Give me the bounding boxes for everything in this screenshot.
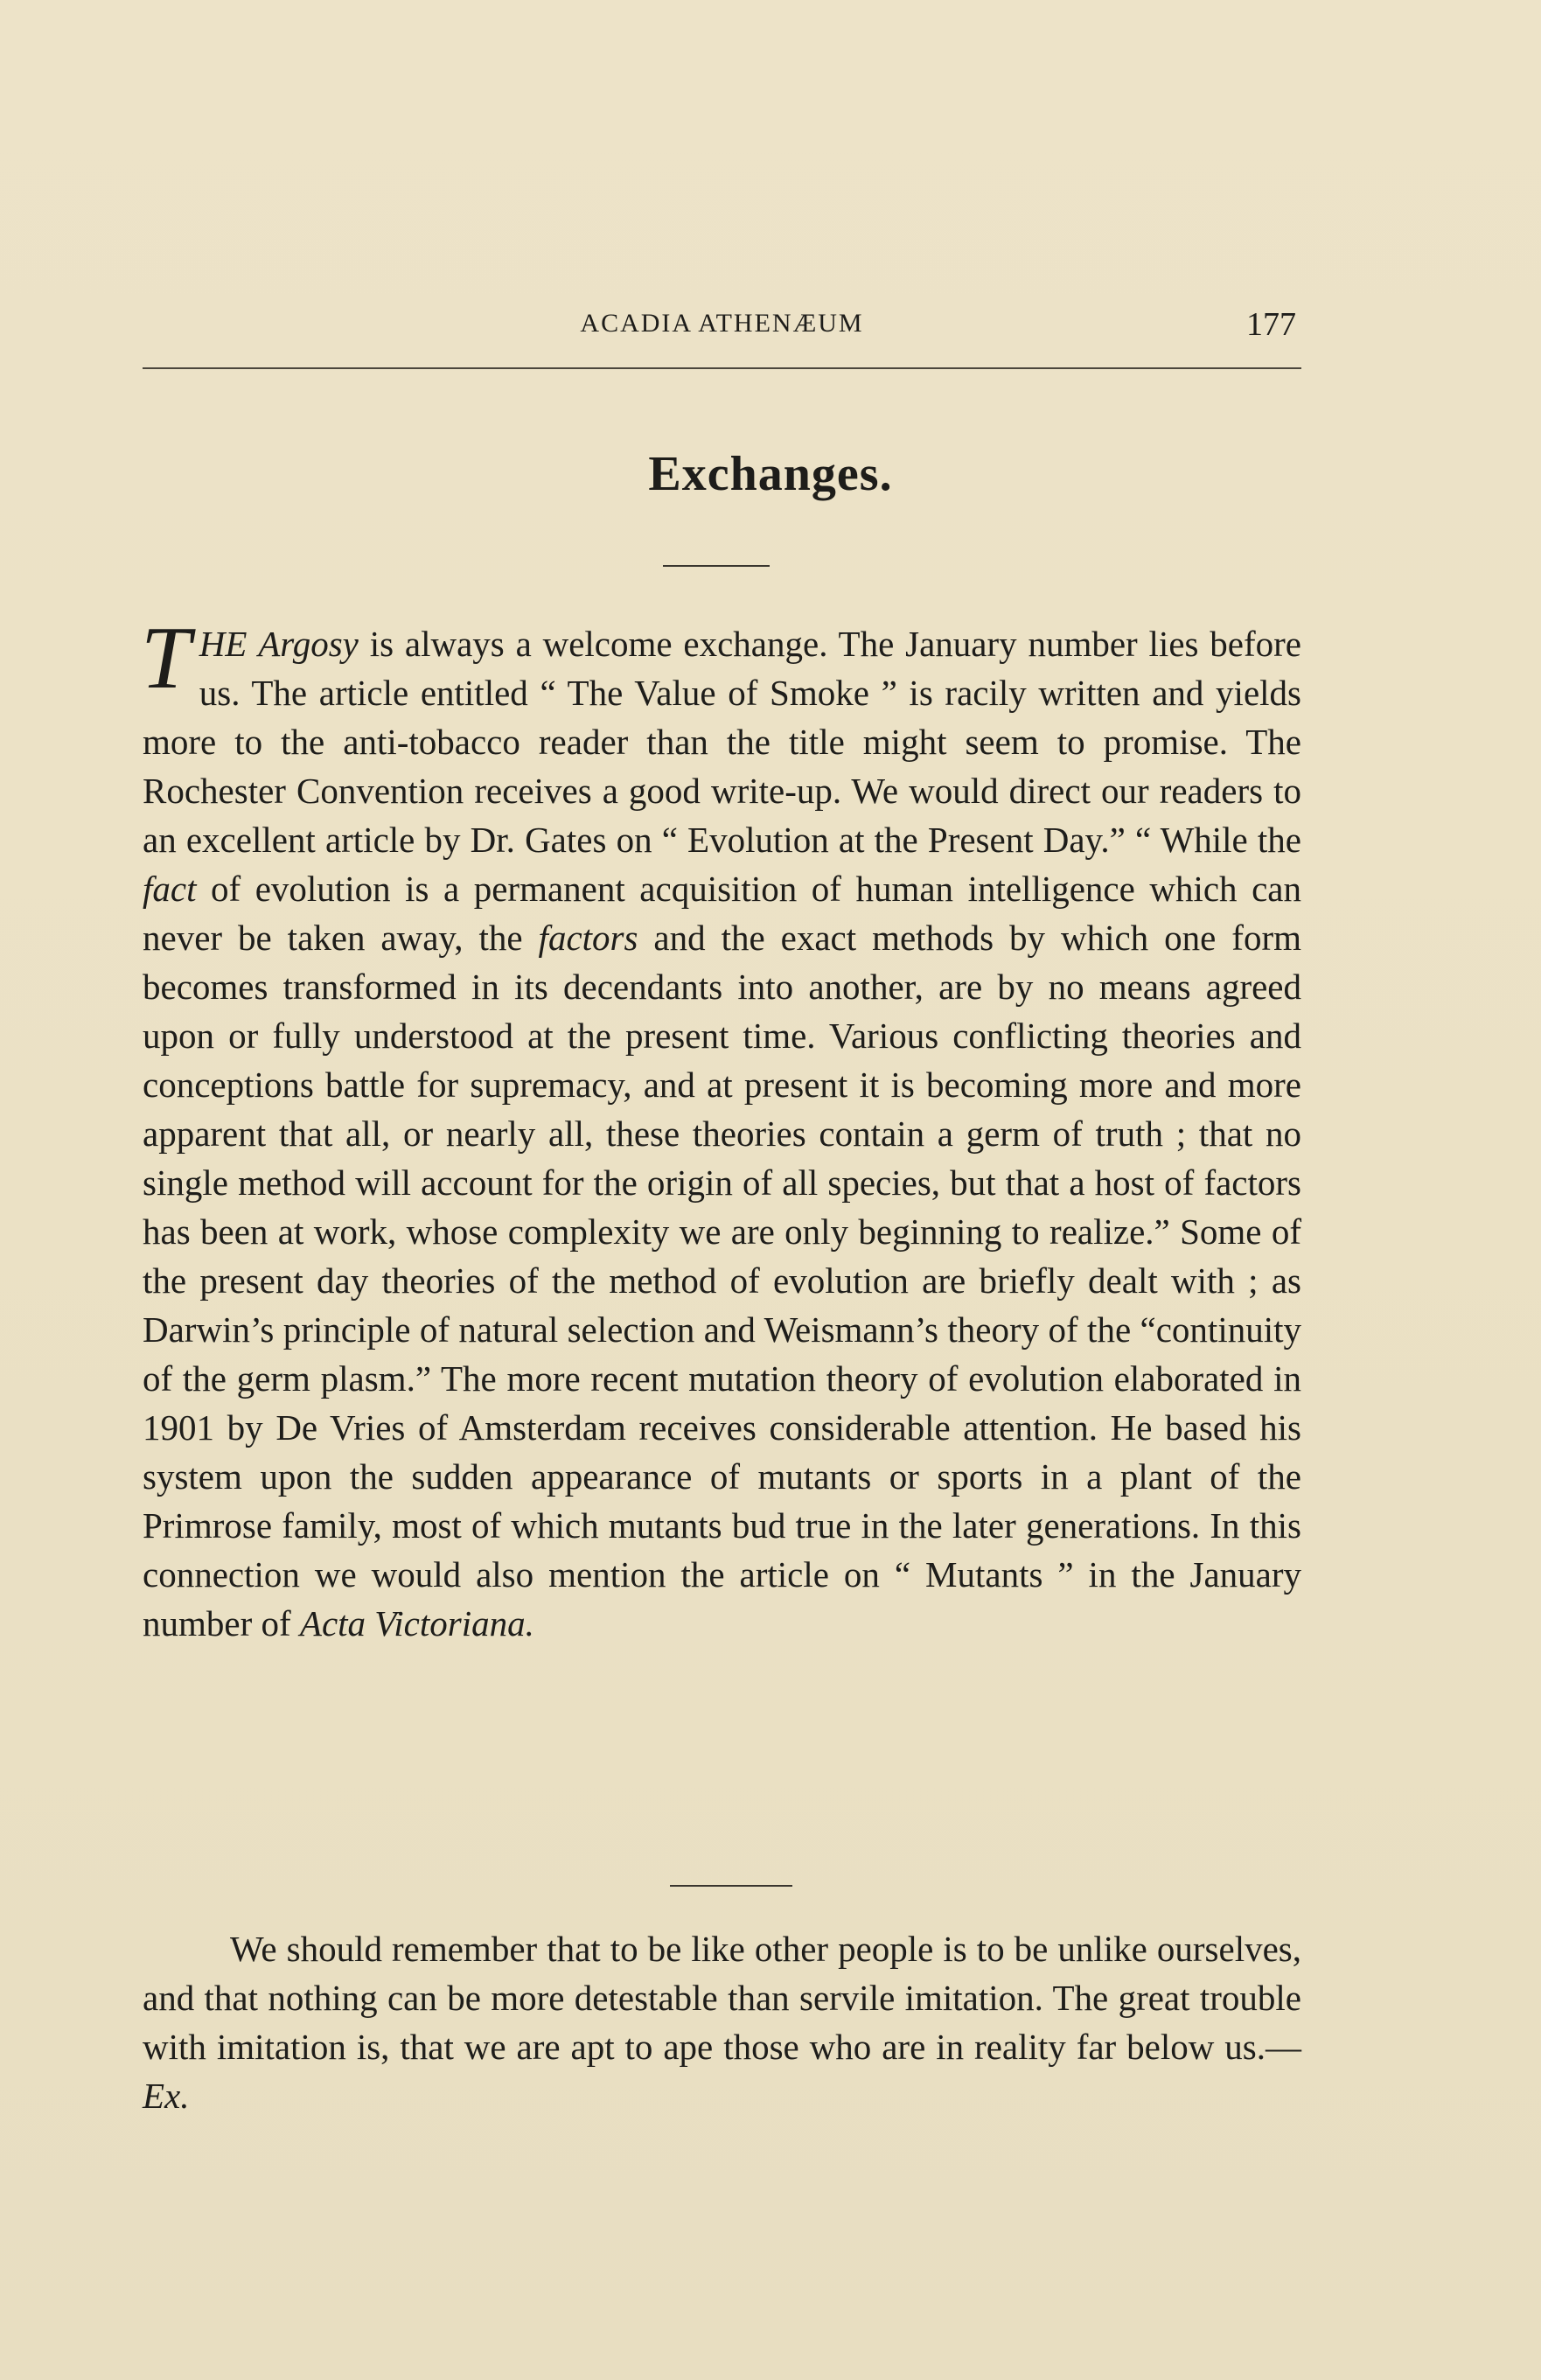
running-head: ACADIA ATHENÆUM bbox=[580, 309, 864, 338]
text-span: is always a welcome exchange. The January number lies before us. The article entitled “ The Value of Smoke ” is racily written and yields more to the anti-tobacco reader than the title might seem to promise. The Rochester Convention receives a good write-up. We would direct our readers to an excellent article by Dr. Gates on “ Evolution at the Present Day.” “ While the bbox=[143, 624, 1302, 860]
paragraph-imitation bbox=[143, 1924, 1301, 2120]
section-title: Exchanges. bbox=[648, 447, 893, 501]
page-number: 177 bbox=[1246, 306, 1296, 343]
publication-title: Argosy bbox=[258, 624, 359, 664]
text-span: and the exact methods by which one form becomes transformed in its decendants into another, are by no means agreed upon or fully understood at the present time. Various conflicting theories and conceptions battle for supremacy, and at present it is becoming more and more apparent that all, or nearly all, these theories contain a germ of truth ; that no single method will account for the origin of all species, but that a host of factors has been at work, whose complexity we are only beginning to realize.” Some of the present day theories of the method of evolution are briefly dealt with ; as Darwin’s principle of natural selection and Weismann’s theory of the “continuity of the germ plasm.” The more recent mutation theory of evolution elaborated in 1901 by De Vries of Amsterdam receives considerable attention. He based his system upon the sudden appearance of mutants or sports in a plant of the Primrose family, most of which mutants bud true in the later generations. In this connection we would also mention the article on “ Mutants ” in the January number of bbox=[143, 918, 1301, 1644]
header-rule bbox=[143, 367, 1301, 369]
page-header bbox=[143, 302, 1301, 354]
text-span: of evolution is a permanent acquisition of human intelligence which can never be taken away, the bbox=[143, 869, 1301, 958]
drop-cap: T bbox=[141, 609, 191, 708]
publication-title: Acta Victoriana. bbox=[299, 1603, 534, 1644]
paragraph-argosy bbox=[141, 609, 1302, 1648]
section-divider bbox=[670, 1885, 792, 1887]
source-credit: Ex. bbox=[143, 2076, 190, 2116]
text-span: HE bbox=[199, 624, 248, 664]
text-span: We should remember that to be like other people is to be unlike ourselves, and that nothing can be more detestable than servile imitation. The great trouble with imitation is, that we are apt to ape those who are in reality far below us.— bbox=[143, 1929, 1301, 2067]
title-divider bbox=[663, 565, 770, 567]
emphasis: factors bbox=[538, 918, 638, 958]
emphasis: fact bbox=[143, 869, 197, 909]
